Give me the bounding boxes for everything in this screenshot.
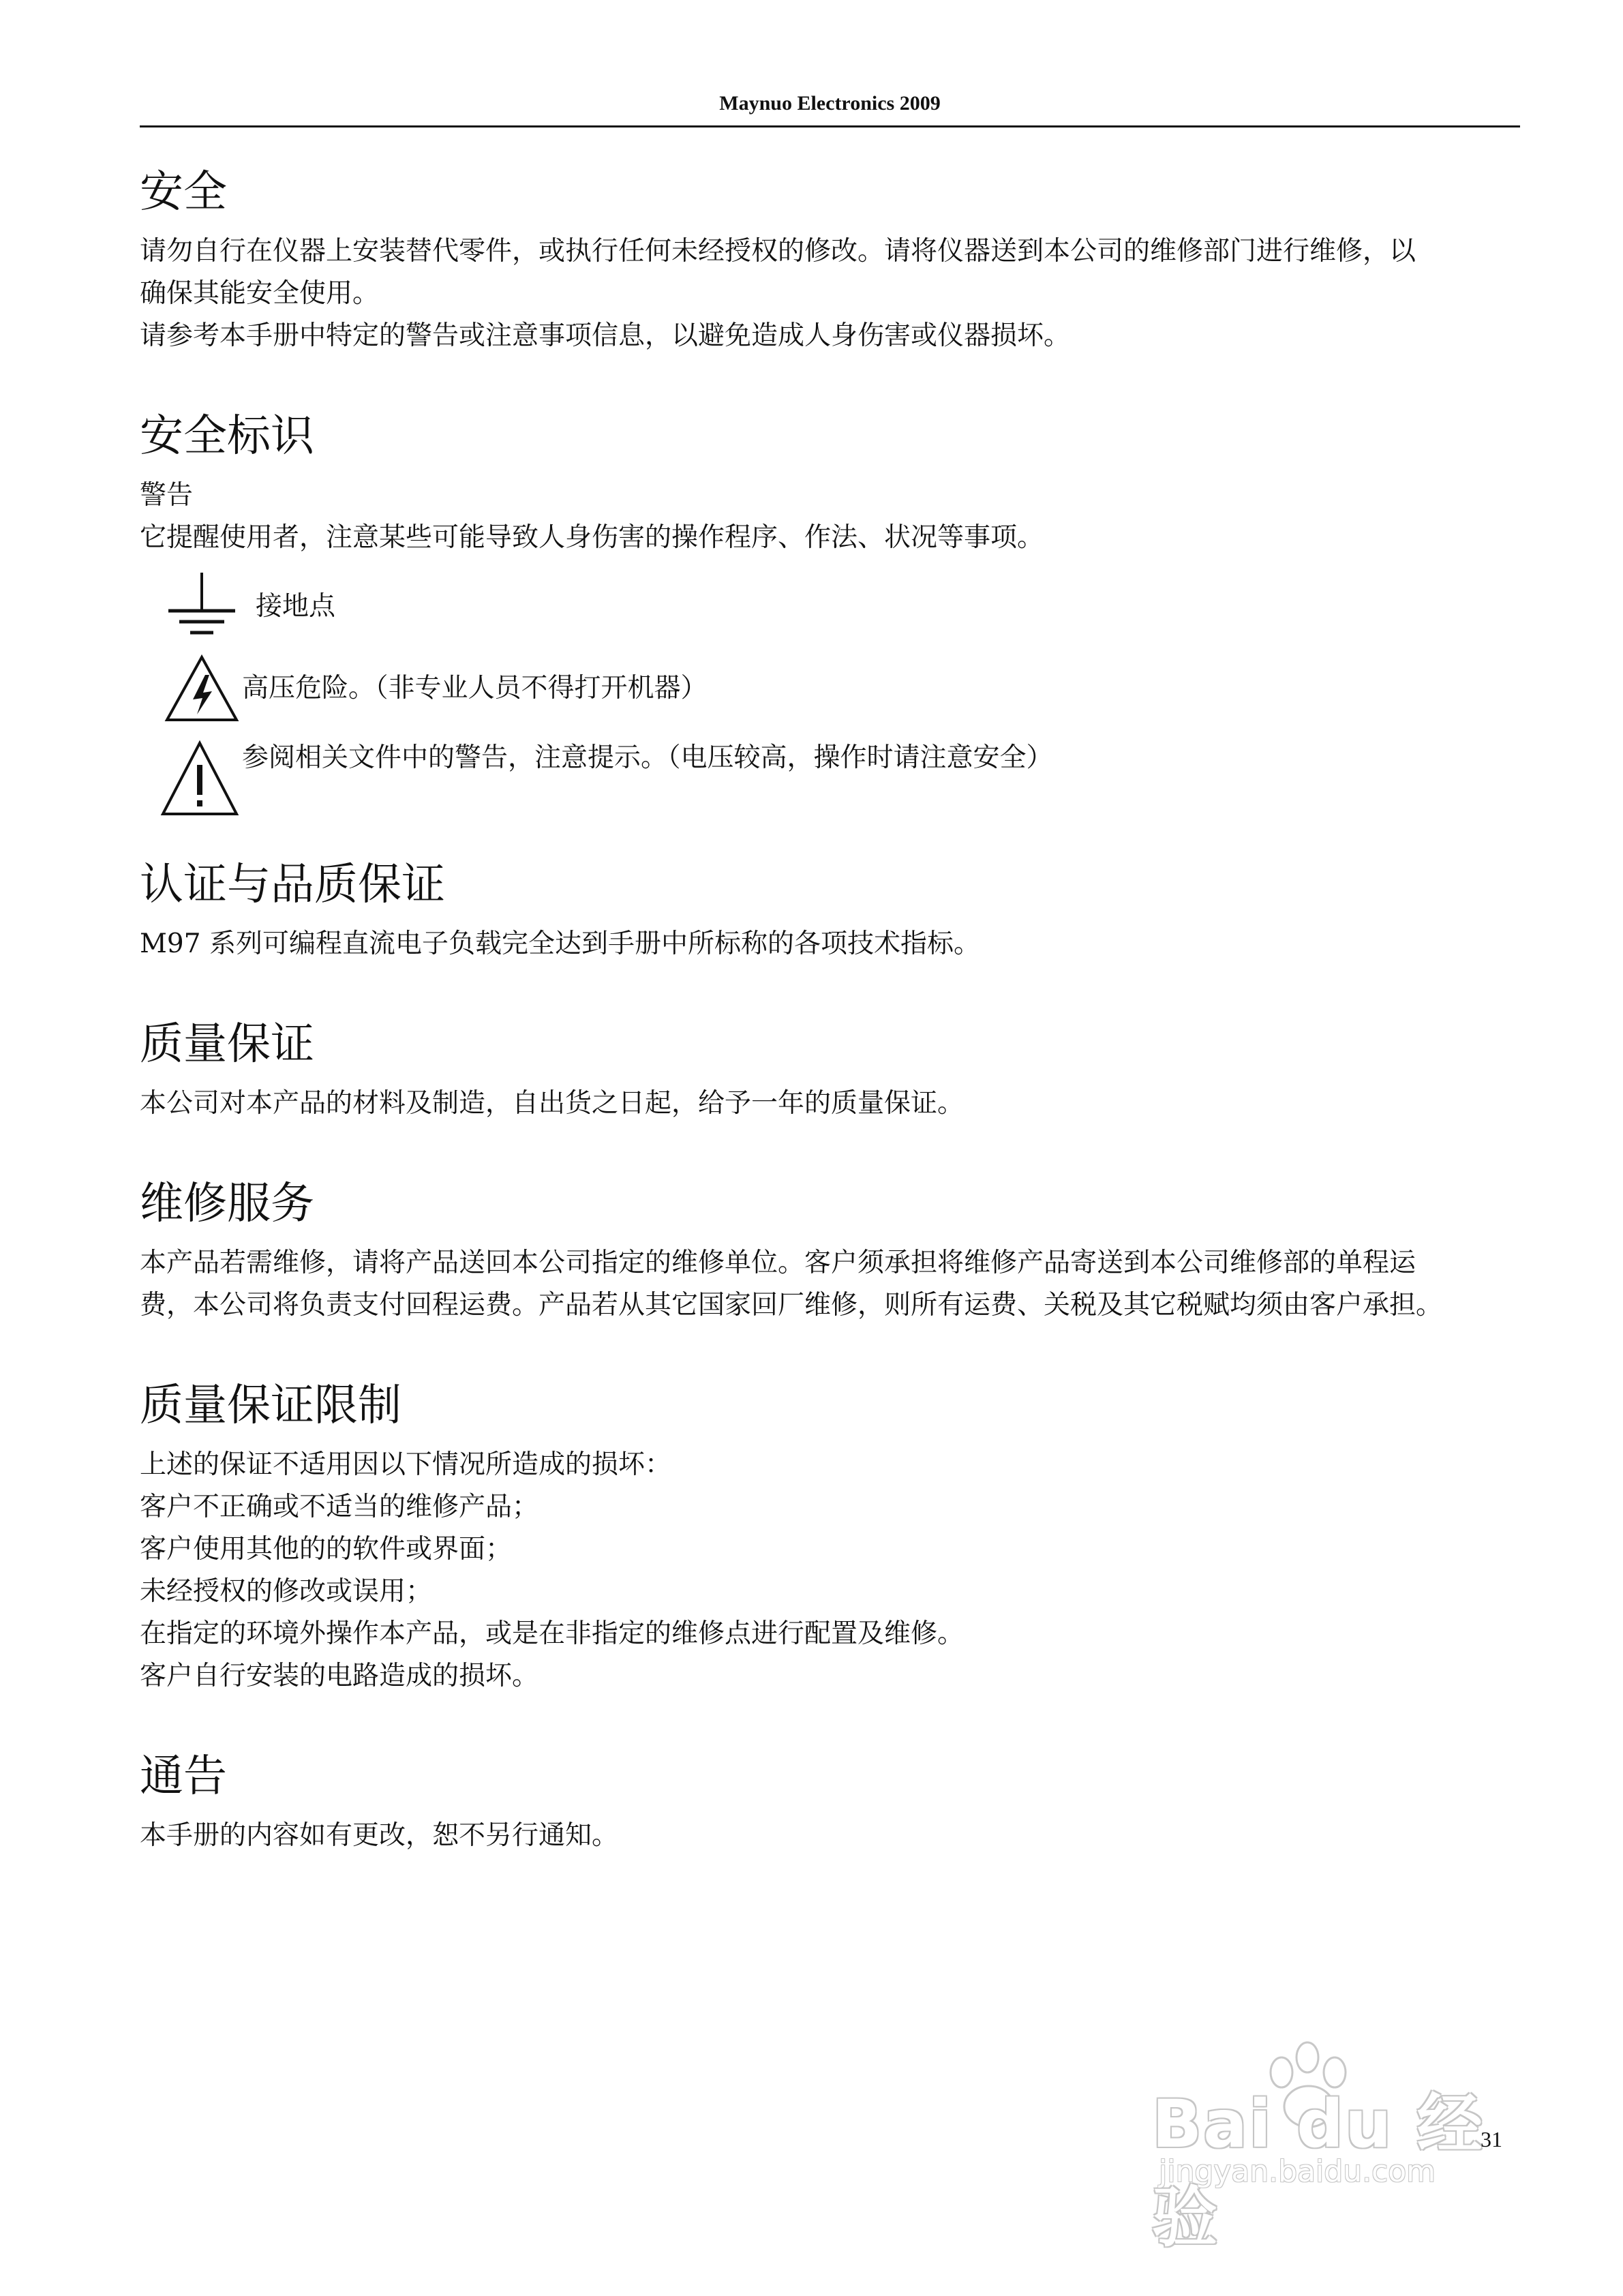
paragraph-line: 本产品若需维修，请将产品送回本公司指定的维修单位。客户须承担将维修产品寄送到本公司维修部的单程运	[140, 1248, 1416, 1278]
paragraph-line: 请参考本手册中特定的警告或注意事项信息，以避免造成人身伤害或仪器损坏。	[140, 320, 1071, 351]
symbol-high-voltage-row	[140, 653, 1527, 724]
symbol-caution-row	[140, 739, 1527, 818]
paragraph-line: 本手册的内容如有更改，恕不另行通知。	[140, 1820, 619, 1851]
symbol-label: 参阅相关文件中的警告，注意提示。（电压较高，操作时请注意安全）	[242, 742, 1053, 773]
paragraph-line: 未经授权的修改或误用；	[140, 1576, 433, 1607]
warning-description: 它提醒使用者，注意某些可能导致人身伤害的操作程序、作法、状况等事项。	[140, 522, 1044, 553]
paragraph-line: 在指定的环境外操作本产品，或是在非指定的维修点进行配置及维修。	[140, 1618, 965, 1649]
warning-label: 警告	[140, 480, 194, 511]
page-header: Maynuo Electronics 2009	[719, 92, 941, 115]
paragraph-line: 上述的保证不适用因以下情况所造成的损坏：	[140, 1449, 672, 1480]
symbol-label: 接地点	[256, 591, 336, 622]
section-heading: 认证与品质保证	[140, 860, 445, 910]
watermark-logo: Bai du 经验	[1152, 2086, 1484, 2256]
paragraph-line: 请勿自行在仪器上安装替代零件，或执行任何未经授权的修改。请将仪器送到本公司的维修部门进行维修，以	[140, 236, 1416, 267]
section-warranty	[140, 1013, 1527, 1125]
section-heading: 质量保证限制	[140, 1380, 401, 1431]
paragraph-line: 本公司对本产品的材料及制造，自出货之日起，给予一年的质量保证。	[140, 1088, 965, 1119]
paragraph-line: 确保其能安全使用。	[140, 278, 380, 309]
page-number: 31	[1481, 2127, 1502, 2151]
section-certification	[140, 854, 1527, 965]
section-service	[140, 1173, 1527, 1327]
paragraph-line: 客户自行安装的电路造成的损坏。	[140, 1661, 539, 1691]
watermark-url: jingyan.baidu.com	[1159, 2154, 1436, 2189]
section-heading: 维修服务	[140, 1179, 314, 1229]
section-notice	[140, 1745, 1527, 1857]
paragraph-line: 费，本公司将负责支付回程运费。产品若从其它国家回厂维修，则所有运费、关税及其它税赋均须由客户承担。	[140, 1290, 1443, 1320]
paragraph-line: M97 系列可编程直流电子负载完全达到手册中所标称的各项技术指标。	[140, 928, 980, 959]
paragraph-line: 客户不正确或不适当的维修产品；	[140, 1492, 539, 1522]
section-heading: 安全	[140, 167, 227, 217]
section-heading: 通告	[140, 1751, 227, 1802]
paragraph-line: 客户使用其他的的软件或界面；	[140, 1534, 513, 1565]
caution-icon	[160, 740, 239, 817]
section-safety	[140, 161, 1527, 357]
section-heading: 安全标识	[140, 411, 314, 462]
ground-icon	[164, 573, 239, 641]
section-limitation	[140, 1374, 1527, 1697]
high-voltage-icon	[164, 654, 239, 723]
symbol-label: 高压危险。（非专业人员不得打开机器）	[242, 673, 708, 704]
section-safety-marks	[140, 405, 1527, 818]
baidu-watermark	[1152, 2038, 1534, 2256]
document-body	[140, 161, 1527, 1857]
symbol-ground-row	[140, 571, 1527, 642]
header-rule	[140, 125, 1520, 127]
section-heading: 质量保证	[140, 1019, 314, 1070]
